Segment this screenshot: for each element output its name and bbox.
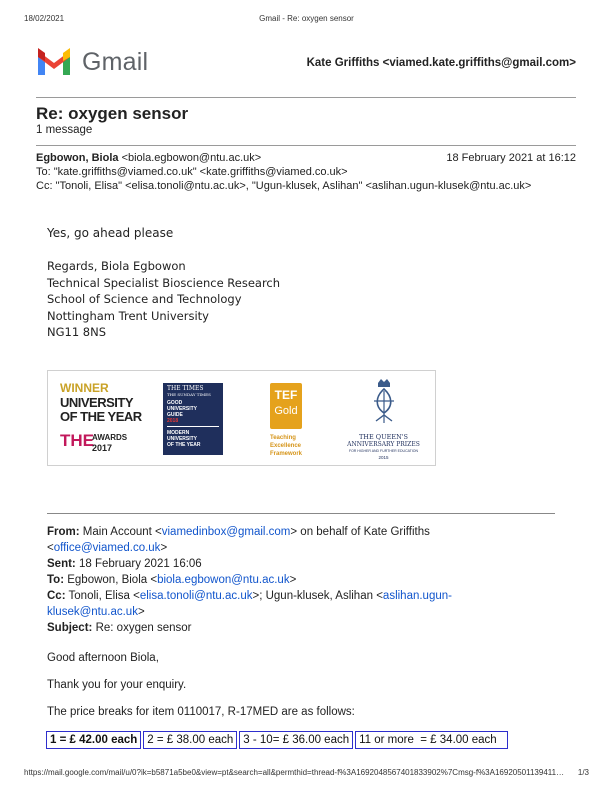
- print-url: https://mail.google.com/mail/u/0?ik=b5871a5be0&view=pt&search=all&permthid=thread-f%3A1692048567401833902%7Cmsg-f%3A16920501139411…: [24, 768, 564, 777]
- logo-text: THE SUNDAY TIMES: [167, 392, 211, 397]
- times-university-guide-logo: [163, 383, 223, 455]
- cc-email-link[interactable]: elisa.tonoli@ntu.ac.uk: [139, 590, 253, 602]
- sender-email: <biola.egbowon@ntu.ac.uk>: [121, 152, 262, 164]
- account-label: Kate Griffiths <viamed.kate.griffiths@gmail.com>: [306, 57, 576, 69]
- from-email-link[interactable]: viamedinbox@gmail.com: [161, 526, 291, 538]
- signature-line: Regards, Biola Egbowon: [47, 259, 186, 273]
- logo-text: Teaching: [270, 435, 296, 441]
- logo-text: GUIDE: [167, 412, 183, 418]
- gmail-logo-icon: [36, 47, 72, 77]
- logo-text: 2017: [92, 443, 113, 453]
- from-label: From:: [47, 526, 80, 538]
- logo-text: OF THE YEAR: [60, 409, 142, 424]
- header-divider: [36, 97, 576, 98]
- logo-text: TEF: [274, 388, 298, 402]
- thread-subject: Re: oxygen sensor: [36, 104, 189, 123]
- print-date: 18/02/2021: [24, 14, 65, 23]
- to-line: To: "kate.griffiths@viamed.co.uk" <kate.griffiths@viamed.co.uk>: [36, 166, 348, 178]
- logo-text: 2018: [167, 418, 179, 424]
- price-cell: 2 = £ 38.00 each: [143, 731, 237, 749]
- logo-text: Gold: [274, 405, 298, 417]
- signature-line: Technical Specialist Bioscience Research: [47, 275, 281, 290]
- queens-anniversary-prizes-logo: [336, 371, 431, 465]
- tef-gold-logo: [268, 371, 328, 465]
- quoted-from-line2: [47, 540, 167, 556]
- logo-text: OF THE YEAR: [167, 442, 201, 448]
- logo-text: THE QUEEN'S: [358, 433, 409, 441]
- logo-text: Framework: [270, 451, 303, 457]
- print-title: Gmail - Re: oxygen sensor: [259, 14, 354, 23]
- quote-divider: [47, 513, 555, 514]
- message-date: 18 February 2021 at 16:12: [446, 152, 576, 164]
- logo-text: THE TIMES: [167, 385, 204, 392]
- quoted-para: Good afternoon Biola,: [47, 652, 159, 664]
- to-label: To:: [47, 574, 65, 586]
- price-cell: 3 - 10= £ 36.00 each: [239, 731, 353, 749]
- subject-label: Subject:: [47, 622, 93, 634]
- quoted-from: [47, 524, 430, 540]
- logo-text: UNIVERSITY: [167, 436, 198, 442]
- logo-text: AWARDS: [92, 433, 128, 442]
- signature-line: School of Science and Technology: [47, 292, 242, 306]
- awards-banner: [47, 370, 436, 466]
- cc-email-link-2[interactable]: aslihan.ugun-: [382, 590, 452, 602]
- logo-text: UNIVERSITY: [167, 406, 198, 412]
- signature: [47, 258, 280, 341]
- reply-text: Yes, go ahead please: [47, 226, 174, 240]
- logo-text: UNIVERSITY: [60, 395, 134, 410]
- signature-line: NG11 8NS: [47, 325, 107, 339]
- message-count: 1 message: [36, 124, 93, 136]
- to-post: >: [289, 574, 297, 586]
- price-cell: 11 or more = £ 34.00 each: [355, 731, 508, 749]
- logo-rule: [167, 426, 219, 427]
- cc-post: >: [137, 606, 145, 618]
- cc-mid: >; Ugun-klusek, Aslihan <: [252, 590, 383, 602]
- office-email-link[interactable]: office@viamed.co.uk: [53, 542, 161, 554]
- sender: [36, 152, 261, 164]
- from-text: Main Account <: [82, 526, 162, 538]
- logo-text: GOOD: [167, 400, 183, 406]
- logo-text: WINNER: [60, 381, 109, 395]
- logo-text: Excellence: [270, 443, 302, 449]
- cc-line: Cc: "Tonoli, Elisa" <elisa.tonoli@ntu.ac.uk>, "Ugun-klusek, Aslihan" <aslihan.ugun-klusek@ntu.ac.uk>: [36, 180, 532, 192]
- sender-name: Egbowon, Biola: [36, 152, 119, 164]
- sent-label: Sent:: [47, 558, 76, 570]
- cc-email-link-2-cont[interactable]: klusek@ntu.ac.uk: [47, 606, 138, 618]
- subject-value: Re: oxygen sensor: [95, 622, 192, 634]
- quoted-subject: [47, 620, 191, 636]
- logo-text: ANNIVERSARY PRIZES: [347, 441, 420, 448]
- from-tail: > on behalf of Kate Griffiths: [290, 526, 430, 538]
- quoted-cc-line2: [47, 604, 145, 620]
- university-of-the-year-logo: [58, 371, 143, 465]
- quoted-para: Thank you for your enquiry.: [47, 679, 187, 691]
- to-email-link[interactable]: biola.egbowon@ntu.ac.uk: [157, 574, 290, 586]
- quoted-cc: [47, 588, 452, 604]
- quoted-para: The price breaks for item 0110017, R-17MED are as follows:: [47, 706, 355, 718]
- from-line2-pre: <: [47, 542, 54, 554]
- quoted-to: [47, 572, 296, 588]
- cc-label: Cc:: [47, 590, 66, 602]
- logo-text: 2015: [378, 455, 389, 460]
- crown-emblem-icon: [369, 377, 399, 429]
- sent-value: 18 February 2021 16:06: [78, 558, 202, 570]
- price-cell: 1 = £ 42.00 each: [46, 731, 141, 749]
- signature-line: Nottingham Trent University: [47, 308, 209, 323]
- logo-text: MODERN: [167, 430, 190, 436]
- gmail-wordmark: Gmail: [82, 48, 149, 76]
- logo-text: THE: [60, 431, 94, 450]
- from-line2-post: >: [160, 542, 168, 554]
- subject-divider: [36, 145, 576, 146]
- quoted-sent: [47, 556, 202, 572]
- logo-text: FOR HIGHER AND FURTHER EDUCATION: [348, 449, 419, 453]
- tef-badge: [270, 383, 302, 429]
- page-number: 1/3: [577, 768, 589, 777]
- to-text: Egbowon, Biola <: [67, 574, 158, 586]
- price-table: [46, 731, 510, 749]
- cc-text: Tonoli, Elisa <: [68, 590, 140, 602]
